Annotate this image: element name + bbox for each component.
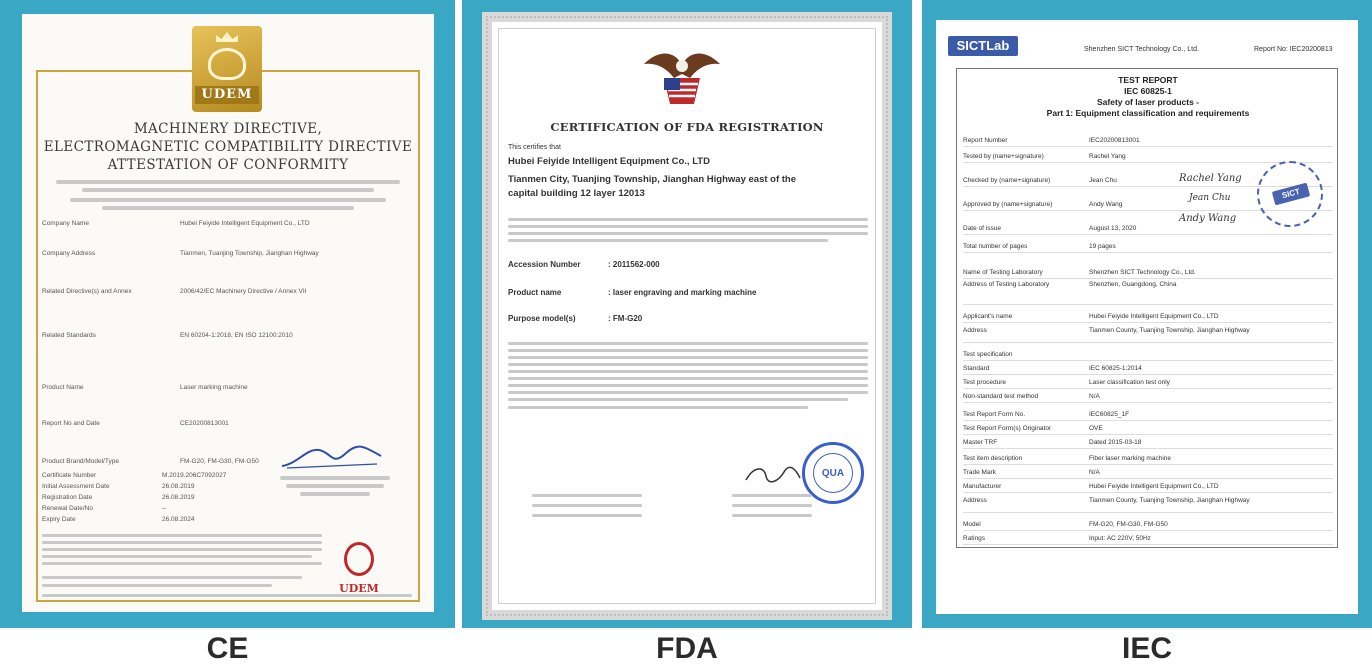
table-row: Ratings Input: AC 220V, 50Hz (963, 533, 1333, 545)
fda-model-label: Purpose model(s) (508, 314, 576, 323)
eagle-flag-icon (642, 44, 722, 114)
fda-caption: FDA (656, 632, 718, 665)
table-row: Test item description Fiber laser marking machine (963, 453, 1333, 465)
ce-field-value: FM-G20, FM-G30, FM-G50 (180, 458, 259, 465)
ce-field-row (42, 384, 422, 398)
fda-certificate-panel (462, 0, 912, 628)
ce-field-label: Product Name (42, 384, 84, 391)
fda-address-line-2: capital building 12 layer 12013 (508, 188, 645, 199)
table-row: Checked by (name+signature) Jean Chu (963, 175, 1333, 187)
iec-title-line-4: Part 1: Equipment classification and requirements (1046, 108, 1250, 118)
table-row: Test procedure Laser classification test only (963, 377, 1333, 389)
udem-bottom-logo-icon (334, 538, 384, 596)
iec-header-company: Shenzhen SICT Technology Co., Ltd. (1084, 46, 1199, 53)
ce-date-label: Initial Assessment Date (42, 483, 110, 490)
table-row: Applicant's name Hubei Feiyide Intelligent Equipment Co., LTD (963, 311, 1333, 323)
table-row: Address Tianmen County, Tuanjing Township, Jianghan Highway (963, 325, 1333, 343)
fda-product-value: : laser engraving and marking machine (608, 288, 757, 297)
iec-signature-1: Rachel Yang (1179, 173, 1242, 184)
ce-title-line-2: ELECTROMAGNETIC COMPATIBILITY DIRECTIVE (43, 139, 413, 155)
udem-logo-text: UDEM (195, 86, 259, 104)
ce-field-label: Related Standards (42, 332, 96, 339)
table-row: Trade Mark N/A (963, 467, 1333, 479)
table-row: Test Report Form No. IEC60825_1F (963, 409, 1333, 421)
table-row: Test specification (963, 349, 1333, 361)
table-row: Model FM-G20, FM-G30, FM-G50 (963, 519, 1333, 531)
ce-field-label: Company Address (42, 250, 96, 257)
ce-date-row (42, 483, 282, 494)
iec-report-paper (936, 20, 1358, 614)
ce-date-value: 26.08.2019 (162, 494, 195, 501)
ce-field-value: Tianmen, Tuanjing Township, Jianghan Highway (180, 250, 319, 257)
ce-date-label: Certificate Number (42, 472, 97, 479)
ce-field-label: Company Name (42, 220, 89, 227)
ce-date-row (42, 505, 282, 516)
ce-signature-icon (277, 442, 387, 472)
table-row: Name of Testing Laboratory Shenzhen SICT Technology Co., Ltd. (963, 267, 1333, 279)
ce-certificate-paper (22, 14, 434, 612)
ce-field-label: Product Brand/Model/Type (42, 458, 119, 465)
table-row: Report Number IEC20200813001 (963, 135, 1333, 147)
ce-date-row (42, 494, 282, 505)
fda-company-line: Hubei Feiyide Intelligent Equipment Co., LTD (508, 156, 710, 167)
sict-seal-text: SICT (1272, 183, 1310, 206)
table-row: Address Tianmen County, Tuanjing Township, Jianghan Highway (963, 495, 1333, 513)
ce-field-value: EN 60204-1:2018, EN ISO 12100:2010 (180, 332, 293, 339)
iec-title-line-2: IEC 60825-1 (1124, 86, 1172, 96)
iec-header-report-no: Report No: IEC20200813 (1254, 46, 1333, 53)
iec-report-table (956, 68, 1338, 548)
fda-product-label: Product name (508, 288, 562, 297)
iec-title-line-3: Safety of laser products - (1096, 97, 1200, 107)
ce-date-row (42, 516, 282, 527)
iec-report-panel (922, 0, 1372, 628)
fda-address-line-1: Tianmen City, Tuanjing Township, Jianghan Highway east of the (508, 174, 797, 185)
ce-title-line-3: ATTESTATION OF CONFORMITY (107, 157, 349, 173)
table-row: Approved by (name+signature) Andy Wang (963, 199, 1333, 211)
fda-accession-value: : 2011562-000 (608, 260, 660, 269)
fda-certificate-paper (482, 12, 892, 620)
table-row: Total number of pages 19 pages (963, 241, 1333, 253)
iec-signature-3: Andy Wang (1179, 213, 1237, 224)
qua-seal-text: QUA (813, 453, 853, 493)
ce-caption: CE (206, 632, 249, 665)
ce-field-label: Report No and Date (42, 420, 100, 427)
iec-title-line-1: TEST REPORT (1118, 75, 1178, 85)
sictlab-logo: SICTLab (948, 36, 1018, 56)
ce-certificate-panel (0, 0, 455, 628)
udem-bottom-logo-text: UDEM (339, 582, 379, 595)
sict-seal-icon (1257, 161, 1323, 227)
fda-certify-text: This certifies that (508, 144, 561, 151)
ce-field-value: Laser marking machine (180, 384, 248, 391)
ce-field-label: Related Directive(s) and Annex (42, 288, 132, 295)
ce-field-row (42, 288, 422, 302)
table-row: Master TRF Dated 2015-03-18 (963, 437, 1333, 449)
ce-date-label: Expiry Date (42, 516, 76, 523)
table-row: Manufacturer Hubei Feiyide Intelligent Equipment Co., LTD (963, 481, 1333, 493)
ce-field-value: 2006/42/EC Machinery Directive / Annex VII (180, 288, 307, 295)
ce-field-row (42, 250, 422, 264)
ce-title-line-1: MACHINERY DIRECTIVE, (133, 121, 323, 137)
ce-field-value: Hubei Feiyide Intelligent Equipment Co., LTD (180, 220, 310, 227)
table-row: Tested by (name+signature) Rachel Yang (963, 151, 1333, 163)
table-row: Test Report Form(s) Originator OVE (963, 423, 1333, 435)
ce-field-list (42, 220, 422, 465)
fda-model-value: : FM-G20 (608, 314, 643, 323)
ce-field-row (42, 420, 422, 434)
ce-date-value: 26.08.2024 (162, 516, 195, 523)
ce-date-row (42, 472, 282, 483)
ce-field-row (42, 332, 422, 346)
ce-field-value: CE20200813001 (180, 420, 229, 427)
ce-date-list (42, 472, 282, 527)
table-row: Address of Testing Laboratory Shenzhen, Guangdong, China (963, 279, 1333, 305)
fda-accession-label: Accession Number (508, 260, 581, 269)
iec-caption: IEC (1121, 632, 1172, 665)
fda-title: CERTIFICATION OF FDA REGISTRATION (550, 120, 824, 134)
ce-date-value: 26.08.2019 (162, 483, 195, 490)
udem-logo-icon (192, 26, 262, 112)
fda-signature-icon (742, 462, 802, 486)
table-row: Non-standard test method N/A (963, 391, 1333, 403)
ce-date-value: -- (162, 505, 167, 512)
ce-field-row (42, 220, 422, 234)
ce-date-value: M.2019.206C7092027 (162, 472, 227, 479)
ce-date-label: Renewal Date/No (42, 505, 93, 512)
iec-signature-2: Jean Chu (1189, 193, 1231, 203)
table-row: Standard IEC 60825-1:2014 (963, 363, 1333, 375)
ce-date-label: Registration Date (42, 494, 93, 501)
table-row: Date of issue August 13, 2020 (963, 223, 1333, 235)
